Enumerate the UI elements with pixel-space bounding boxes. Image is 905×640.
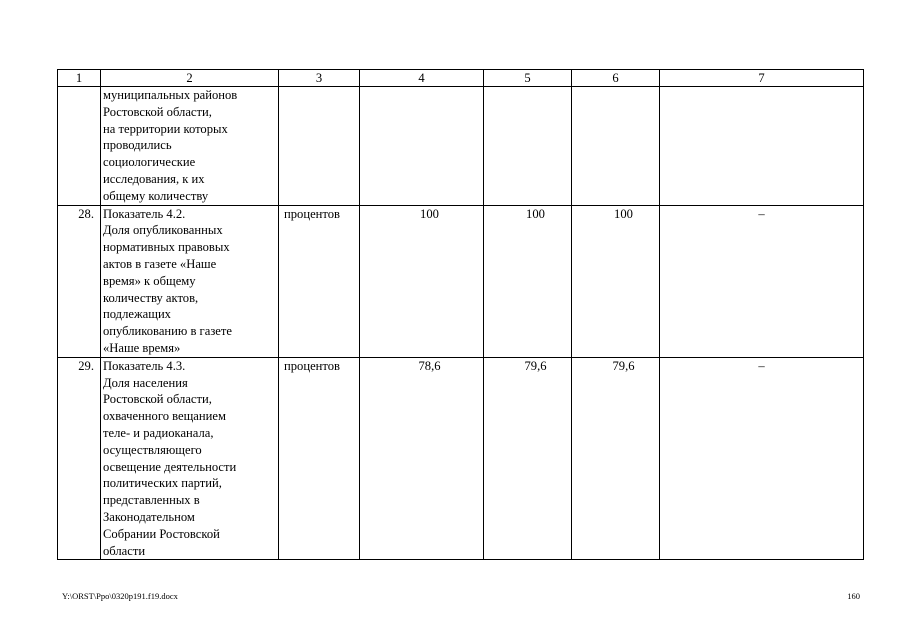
cell-num — [58, 87, 101, 206]
text-line: «Наше время» — [103, 340, 181, 355]
text-line: проводились — [103, 138, 172, 153]
cell-col-6: 79,6 — [572, 357, 660, 560]
text-line: исследования, к их — [103, 171, 205, 186]
text-line: Ростовской области, — [103, 392, 212, 407]
header-col-2: 2 — [101, 70, 279, 87]
text-line: Доля населения — [103, 375, 188, 390]
cell-unit — [279, 87, 360, 206]
header-col-1: 1 — [58, 70, 101, 87]
cell-unit: процентов — [279, 205, 360, 357]
text-line: время» к общему — [103, 273, 196, 288]
cell-description — [101, 357, 279, 560]
text-line: Законодательном — [103, 509, 195, 524]
text-line: количеству актов, — [103, 290, 199, 305]
text-line: социологические — [103, 155, 196, 170]
text-line: охваченного вещанием — [103, 409, 226, 424]
cell-col-4 — [360, 87, 484, 206]
text-line: представленных в — [103, 493, 200, 508]
cell-num: 29. — [58, 357, 101, 560]
text-line: освещение деятельности — [103, 459, 237, 474]
text-line: теле- и радиоканала, — [103, 425, 214, 440]
header-col-5: 5 — [484, 70, 572, 87]
text-line: Ростовской области, — [103, 104, 212, 119]
text-line: Доля опубликованных — [103, 223, 223, 238]
cell-col-4: 100 — [360, 205, 484, 357]
header-col-7: 7 — [660, 70, 864, 87]
text-line: актов в газете «Наше — [103, 256, 217, 271]
text-line: опубликованию в газете — [103, 324, 232, 339]
table-row-29 — [58, 357, 864, 560]
footer-page-number: 160 — [847, 591, 860, 601]
header-col-6: 6 — [572, 70, 660, 87]
cell-col-5 — [484, 87, 572, 206]
footer-file-path: Y:\ORST\Ppo\0320p191.f19.docx — [62, 591, 178, 601]
text-line: политических партий, — [103, 476, 222, 491]
cell-col-7: – — [660, 357, 864, 560]
text-line: Показатель 4.3. — [103, 358, 186, 373]
text-line: Собрании Ростовской — [103, 526, 220, 541]
cell-col-5: 100 — [484, 205, 572, 357]
text-line: подлежащих — [103, 307, 171, 322]
text-line: общему количеству — [103, 188, 209, 203]
text-line: осуществляющего — [103, 442, 202, 457]
cell-col-6: 100 — [572, 205, 660, 357]
text-line: муниципальных районов — [103, 88, 238, 102]
cell-unit: процентов — [279, 357, 360, 560]
text-line: нормативных правовых — [103, 240, 230, 255]
table-row-continuation — [58, 87, 864, 206]
text-line: на территории которых — [103, 121, 228, 136]
document-table — [57, 69, 864, 560]
cell-col-7 — [660, 87, 864, 206]
text-line: Показатель 4.2. — [103, 206, 186, 221]
cell-col-5: 79,6 — [484, 357, 572, 560]
table-row-28 — [58, 205, 864, 357]
cell-col-6 — [572, 87, 660, 206]
header-col-4: 4 — [360, 70, 484, 87]
cell-description — [101, 87, 279, 206]
cell-description — [101, 205, 279, 357]
cell-num: 28. — [58, 205, 101, 357]
header-row — [58, 70, 864, 87]
header-col-3: 3 — [279, 70, 360, 87]
text-line: области — [103, 543, 146, 558]
cell-col-7: – — [660, 205, 864, 357]
cell-col-4: 78,6 — [360, 357, 484, 560]
